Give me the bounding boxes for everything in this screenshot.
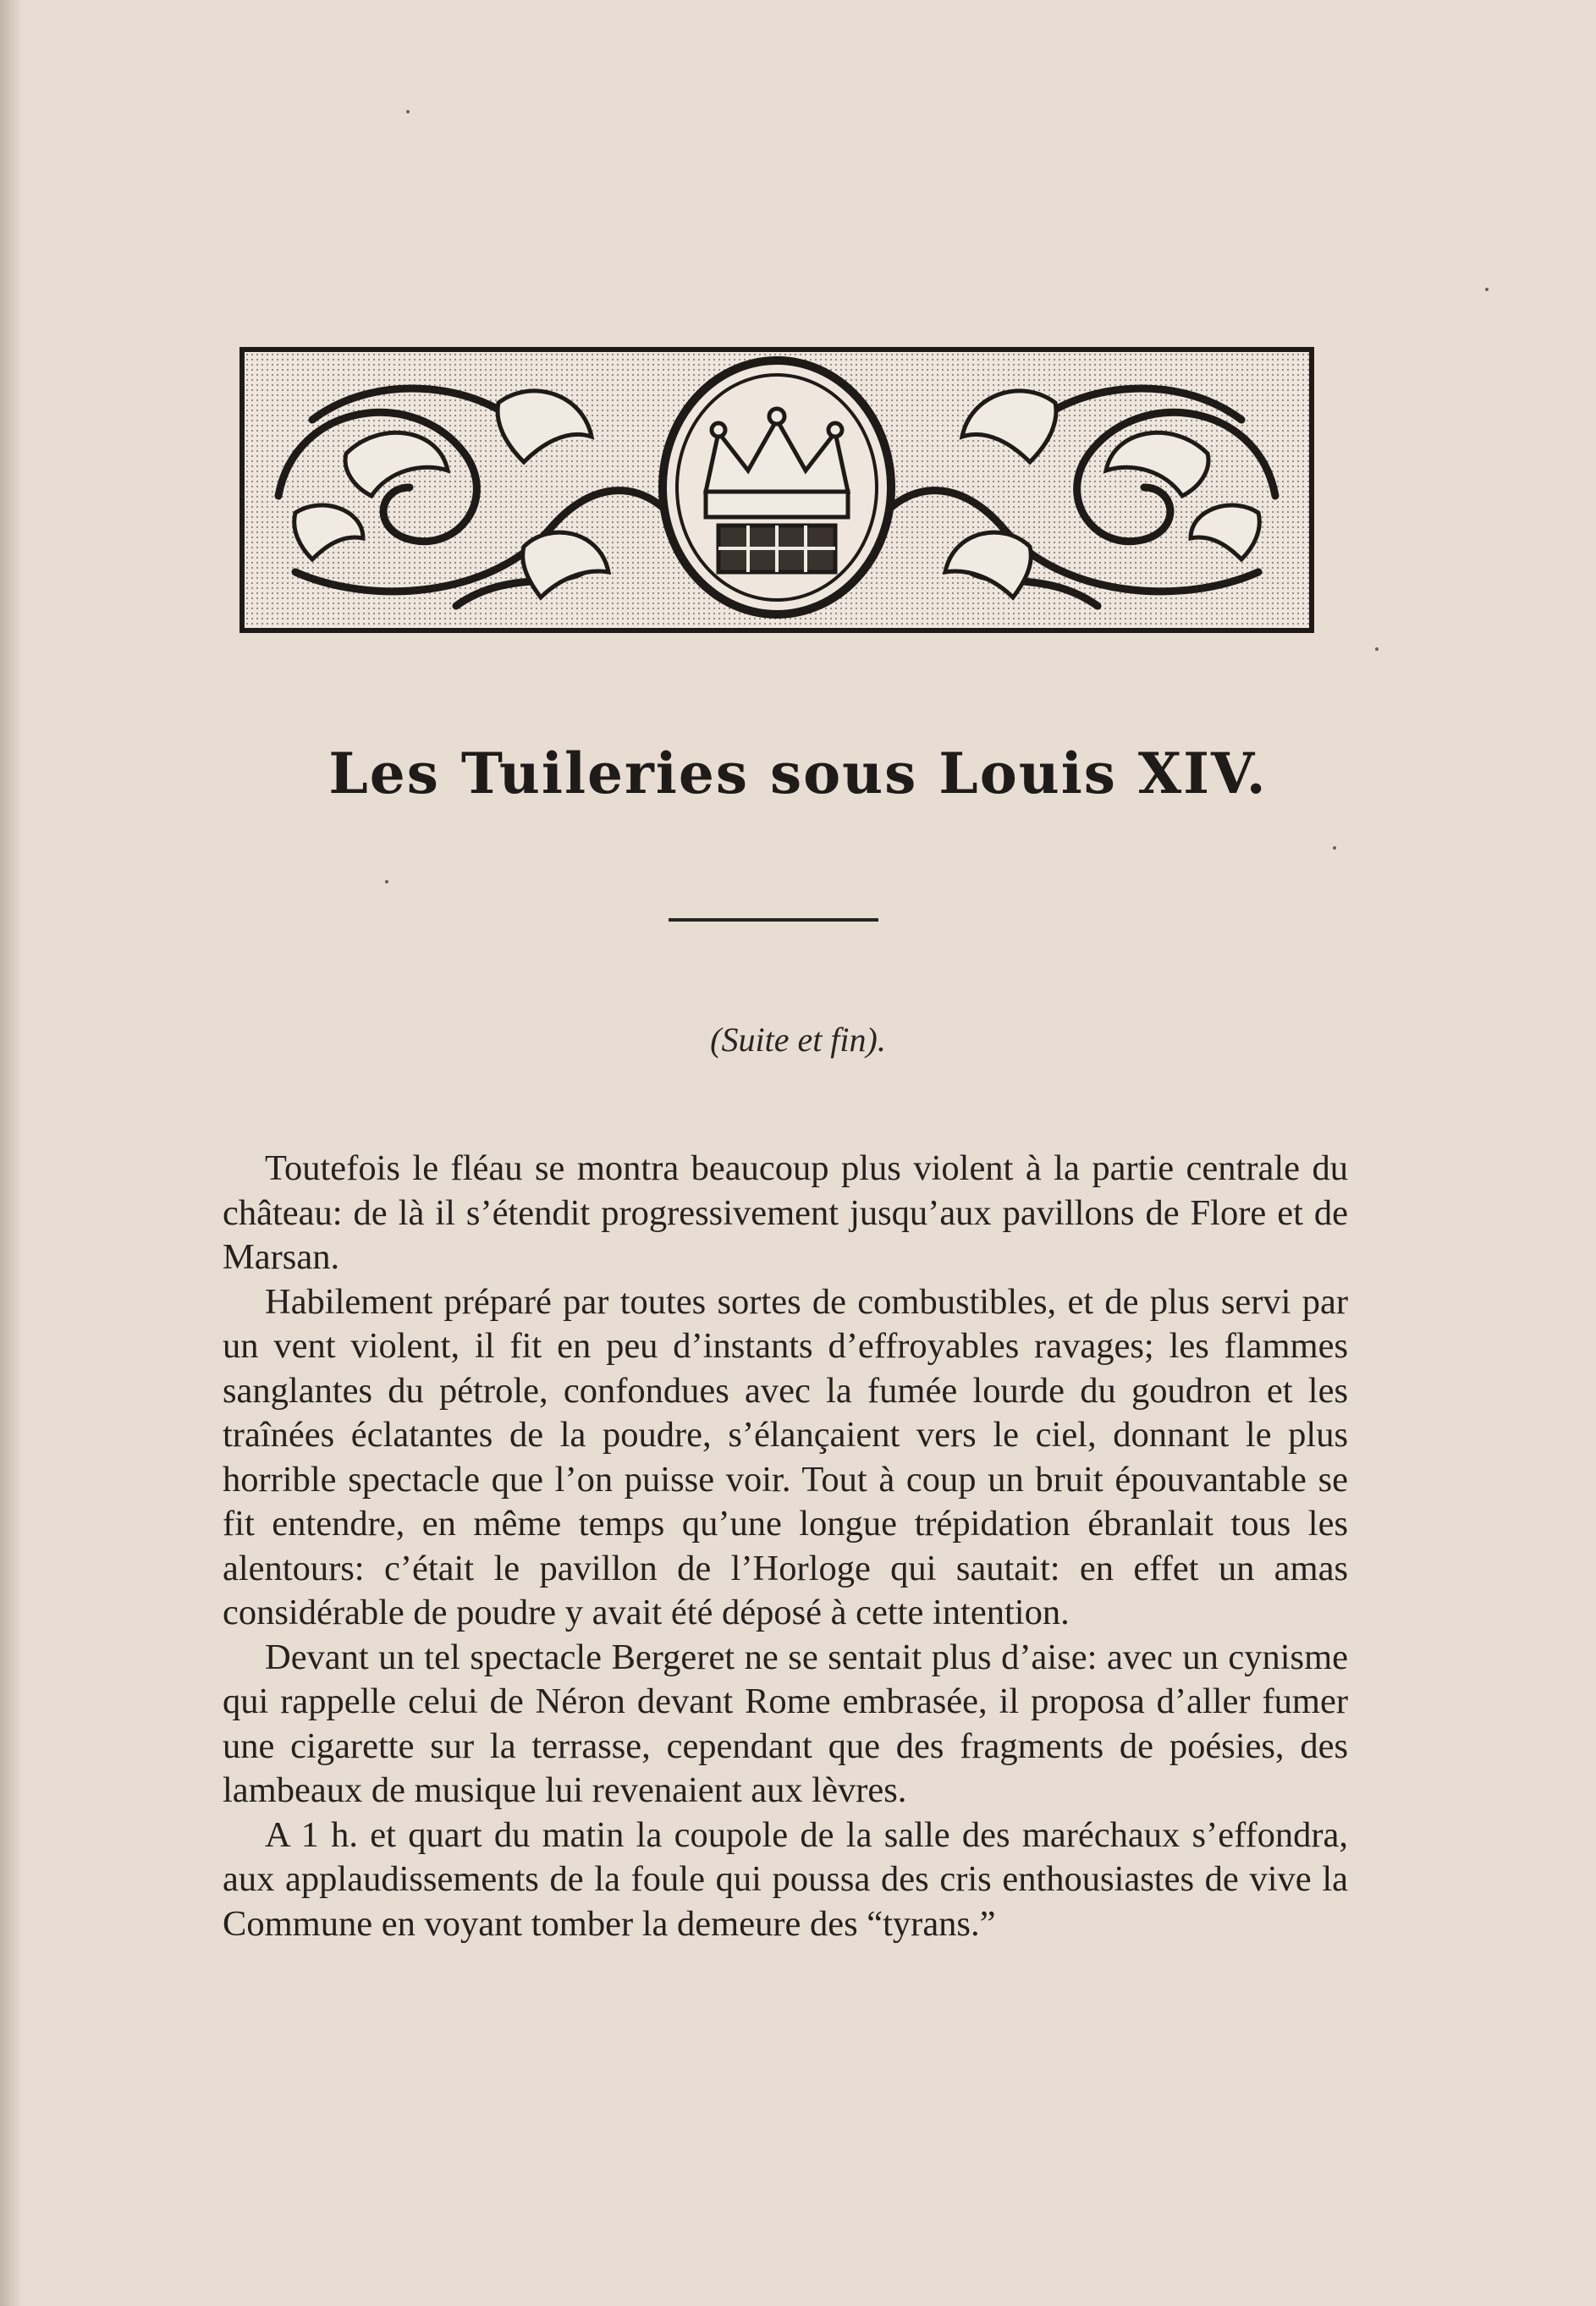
paper-speck — [1375, 647, 1379, 651]
paper-speck — [385, 880, 388, 883]
ornamental-headpiece — [239, 347, 1314, 633]
paragraph: A 1 h. et quart du matin la coupole de la salle des maréchaux s’effondra, aux applaudissements de la foule qui poussa des cris enthousiastes de vive la Commune en voyant tomber la demeure des “tyrans.” — [223, 1814, 1348, 1944]
paper-speck — [1485, 288, 1489, 291]
subtitle: (Suite et fin). — [710, 1021, 886, 1059]
paragraph: Habilement préparé par toutes sortes de combustibles, et de plus servi par un vent violent, il fit en peu d’instants d’effroyables ravages; les flammes sanglantes du pétrole, confondues avec la fumée lourde du goudron et les traînées éclatantes de la poudre, s’élançaient vers le ciel, donnant le plus horrible spectacle que l’on puisse voir. Tout à coup un bruit épouvantable se fit entendre, en même temps qu’une longue trépidation ébranlait tous les alentours: c’était le pavillon de l’Horloge qui sautait: en effet un amas considérable de poudre y avait été déposé à cette intention. — [223, 1281, 1348, 1632]
page-title: Les Tuileries sous Louis XIV. — [328, 740, 1268, 806]
body-text — [223, 1147, 1348, 1946]
paper-speck — [1333, 846, 1336, 850]
paper-speck — [406, 110, 410, 113]
paragraph: Toutefois le fléau se montra beaucoup plus violent à la partie centrale du château: de là il s’étendit progressivement jusqu’aux pavillons de Flore et de Marsan. — [223, 1148, 1348, 1277]
paragraph: Devant un tel spectacle Bergeret ne se sentait plus d’aise: avec un cynisme qui rappelle celui de Néron devant Rome embrasée, il proposa d’aller fumer une cigarette sur la terrasse, cependant que des fragments de poésies, des lambeaux de musique lui revenaient aux lèvres. — [223, 1637, 1348, 1810]
title-divider — [669, 918, 878, 922]
page-edge-shadow — [0, 0, 22, 2306]
